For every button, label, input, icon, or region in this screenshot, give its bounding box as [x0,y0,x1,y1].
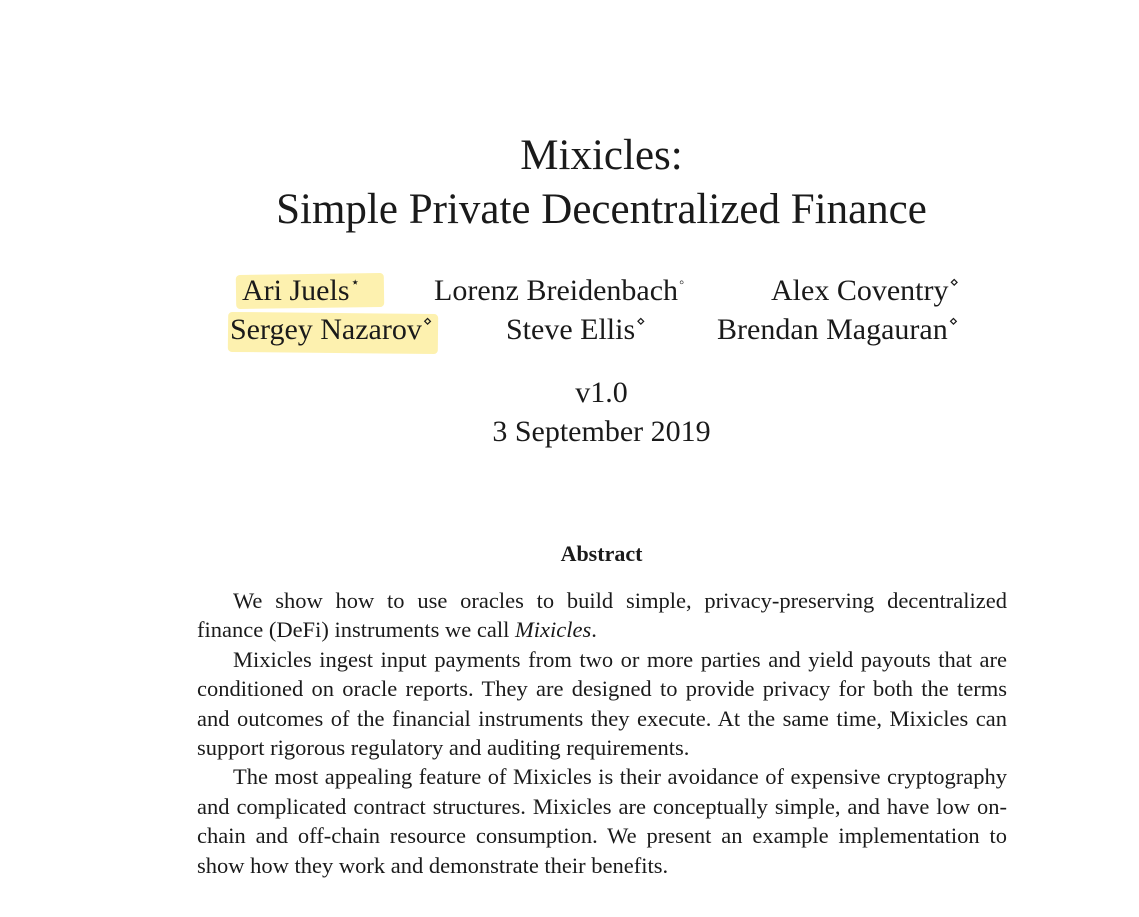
abstract-heading: Abstract [560,541,643,566]
abstract-paragraph-3: The most appealing feature of Mixicles is their avoidance of expensive cryptography and complicated contract structures. Mixicles are conceptually simple, and have low on-chain and off-chain resource consumption. We present an example implementation to show how they work and demonstrate their benefits. [197,764,1007,878]
abstract-paragraph-2: Mixicles ingest input payments from two or more parties and yield payouts that are conditioned on oracle reports. They are designed to provide privacy for both the terms and outcomes of the financial instruments they execute. At the same time, Mixicles can support rigorous regulatory and auditing requirements. [197,646,1007,761]
abstract-body [197,586,1007,880]
author-name: Ari Juels [242,274,350,307]
abstract-p1-end: . [591,617,597,643]
affiliation-circle-mark: ◦ [679,275,685,291]
paper-title-line-1: Mixicles: [520,132,683,179]
affiliation-diamond-mark: ⋄ [948,314,959,330]
author-name: Alex Coventry [771,274,949,307]
author-name: Lorenz Breidenbach [434,274,679,307]
paper-date: 3 September 2019 [492,415,711,448]
author-brendan-magauran [717,315,958,345]
abstract-p1-text: We show how to use oracles to build simple, privacy-preserving decentralized finance (DeFi) instruments we call [197,588,1007,643]
author-lorenz-breidenbach [434,276,684,306]
author-name: Brendan Magauran [717,313,948,346]
author-ari-juels [242,276,360,306]
author-alex-coventry [771,276,959,306]
paper-title-line-2: Simple Private Decentralized Finance [276,186,927,233]
affiliation-star-mark: ⋆ [350,275,360,291]
author-steve-ellis [506,315,646,345]
paper-version: v1.0 [575,376,628,409]
affiliation-diamond-mark: ⋄ [949,275,959,291]
affiliation-diamond-mark: ⋄ [636,314,646,330]
author-name: Sergey Nazarov [230,313,422,346]
affiliation-diamond-mark: ⋄ [422,314,433,330]
abstract-paragraph-1 [197,586,1007,645]
author-sergey-nazarov [230,315,432,345]
abstract-p1-emphasis: Mixicles [515,617,592,643]
author-name: Steve Ellis [506,313,636,346]
